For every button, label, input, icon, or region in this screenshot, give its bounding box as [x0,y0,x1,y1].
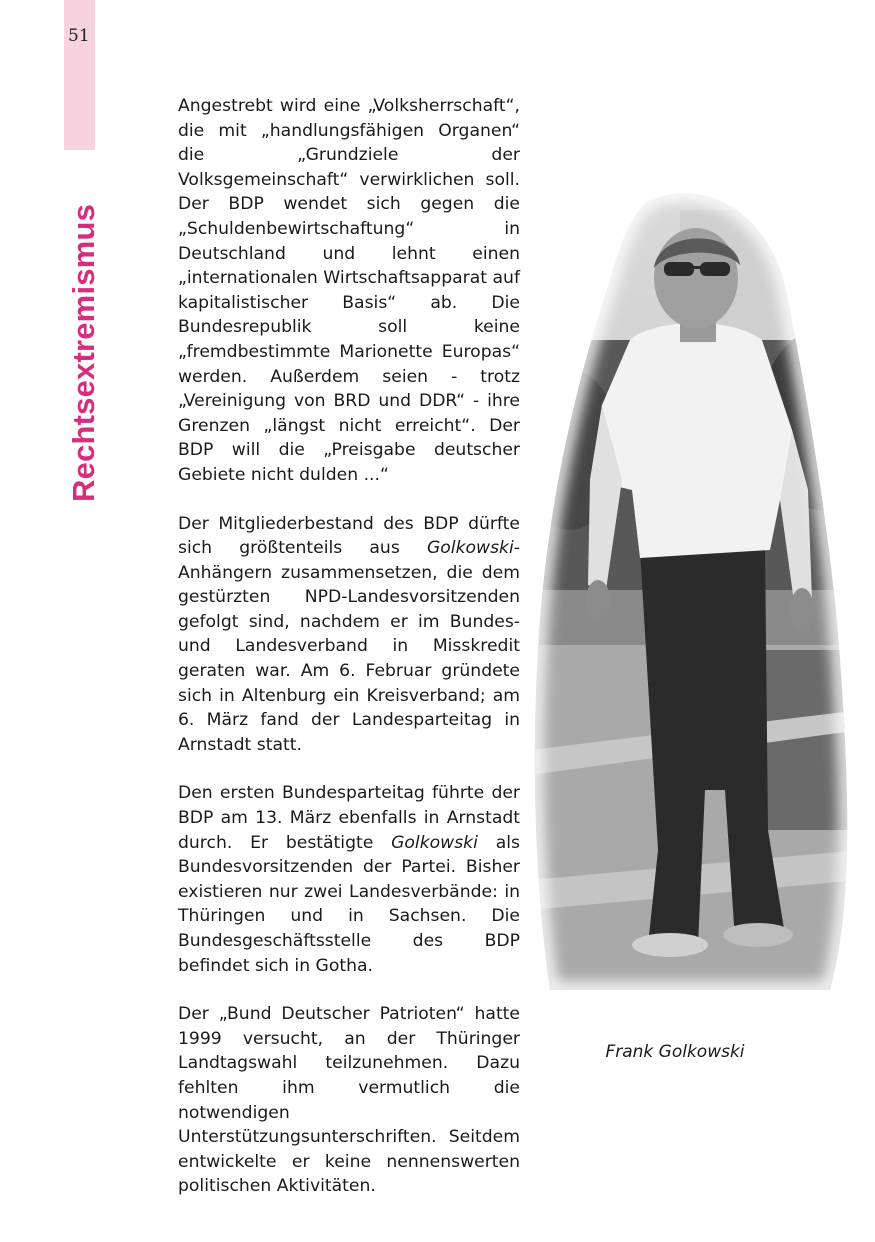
photo-caption: Frank Golkowski [605,1042,745,1062]
paragraph-2 [178,512,520,758]
paragraph-3 [178,781,520,978]
paragraph-4 [178,1002,520,1199]
emphasized-name: Golkowski [426,538,514,559]
text-run: als Bundesvorsitzenden der Partei. Bisher existieren nur zwei Landesverbände: in Thüringen und in Sachsen. Die Bundesgeschäftsstelle des BDP befindet sich in Gotha. [178,832,520,976]
body-text [178,94,520,1223]
page-number: 51 [68,26,90,46]
page-tab [64,0,95,150]
section-title: Rechtsextremismus [66,203,101,502]
text-run: Angestrebt wird eine „Volksherrschaft“, die mit „handlungsfähigen Organen“ die „Grundziele der Volksgemeinschaft“ verwirklichen soll. Der BDP wendet sich gegen die „Schuldenbewirtschaftung“ in Deutschland und lehnt einen „internationalen Wirtschaftsapparat auf kapitalistischer Basis“ ab. Die Bundesrepublik soll keine „fremdbestimmte Marionette Europas“ werden. Außerdem seien - trotz „Vereinigung von BRD und DDR“ - ihre Grenzen „längst nicht erreicht“. Der BDP will die „Preisgabe deutscher Gebiete nicht dulden ...“ [178,96,520,485]
emphasized-name: Golkowski [391,832,478,853]
text-run: -Anhängern zusammensetzen, die dem gestürzten NPD-Landesvorsitzenden gefolgt sind, nachdem er im Bundes- und Landesverband in Misskredit geraten war. Am 6. Februar gründete sich in Altenburg ein Kreisverband; am 6. März fand der Landesparteitag in Arnstadt statt. [178,538,520,755]
text-run: Der Mitgliederbestand des BDP dürfte sich größtenteils aus [178,513,520,559]
text-run: Den ersten Bundesparteitag führte der BDP am 13. März ebenfalls in Arnstadt durch. Er bestätigte [178,783,520,853]
portrait-photo [530,190,860,1000]
text-run: Der „Bund Deutscher Patrioten“ hatte 1999 versucht, an der Thüringer Landtagswahl teilzunehmen. Dazu fehlten ihm vermutlich die notwendigen Unterstützungsunterschriften. Seitdem entwickelte er keine nennenswerten politischen Aktivitäten. [178,1004,520,1197]
paragraph-1 [178,94,520,488]
